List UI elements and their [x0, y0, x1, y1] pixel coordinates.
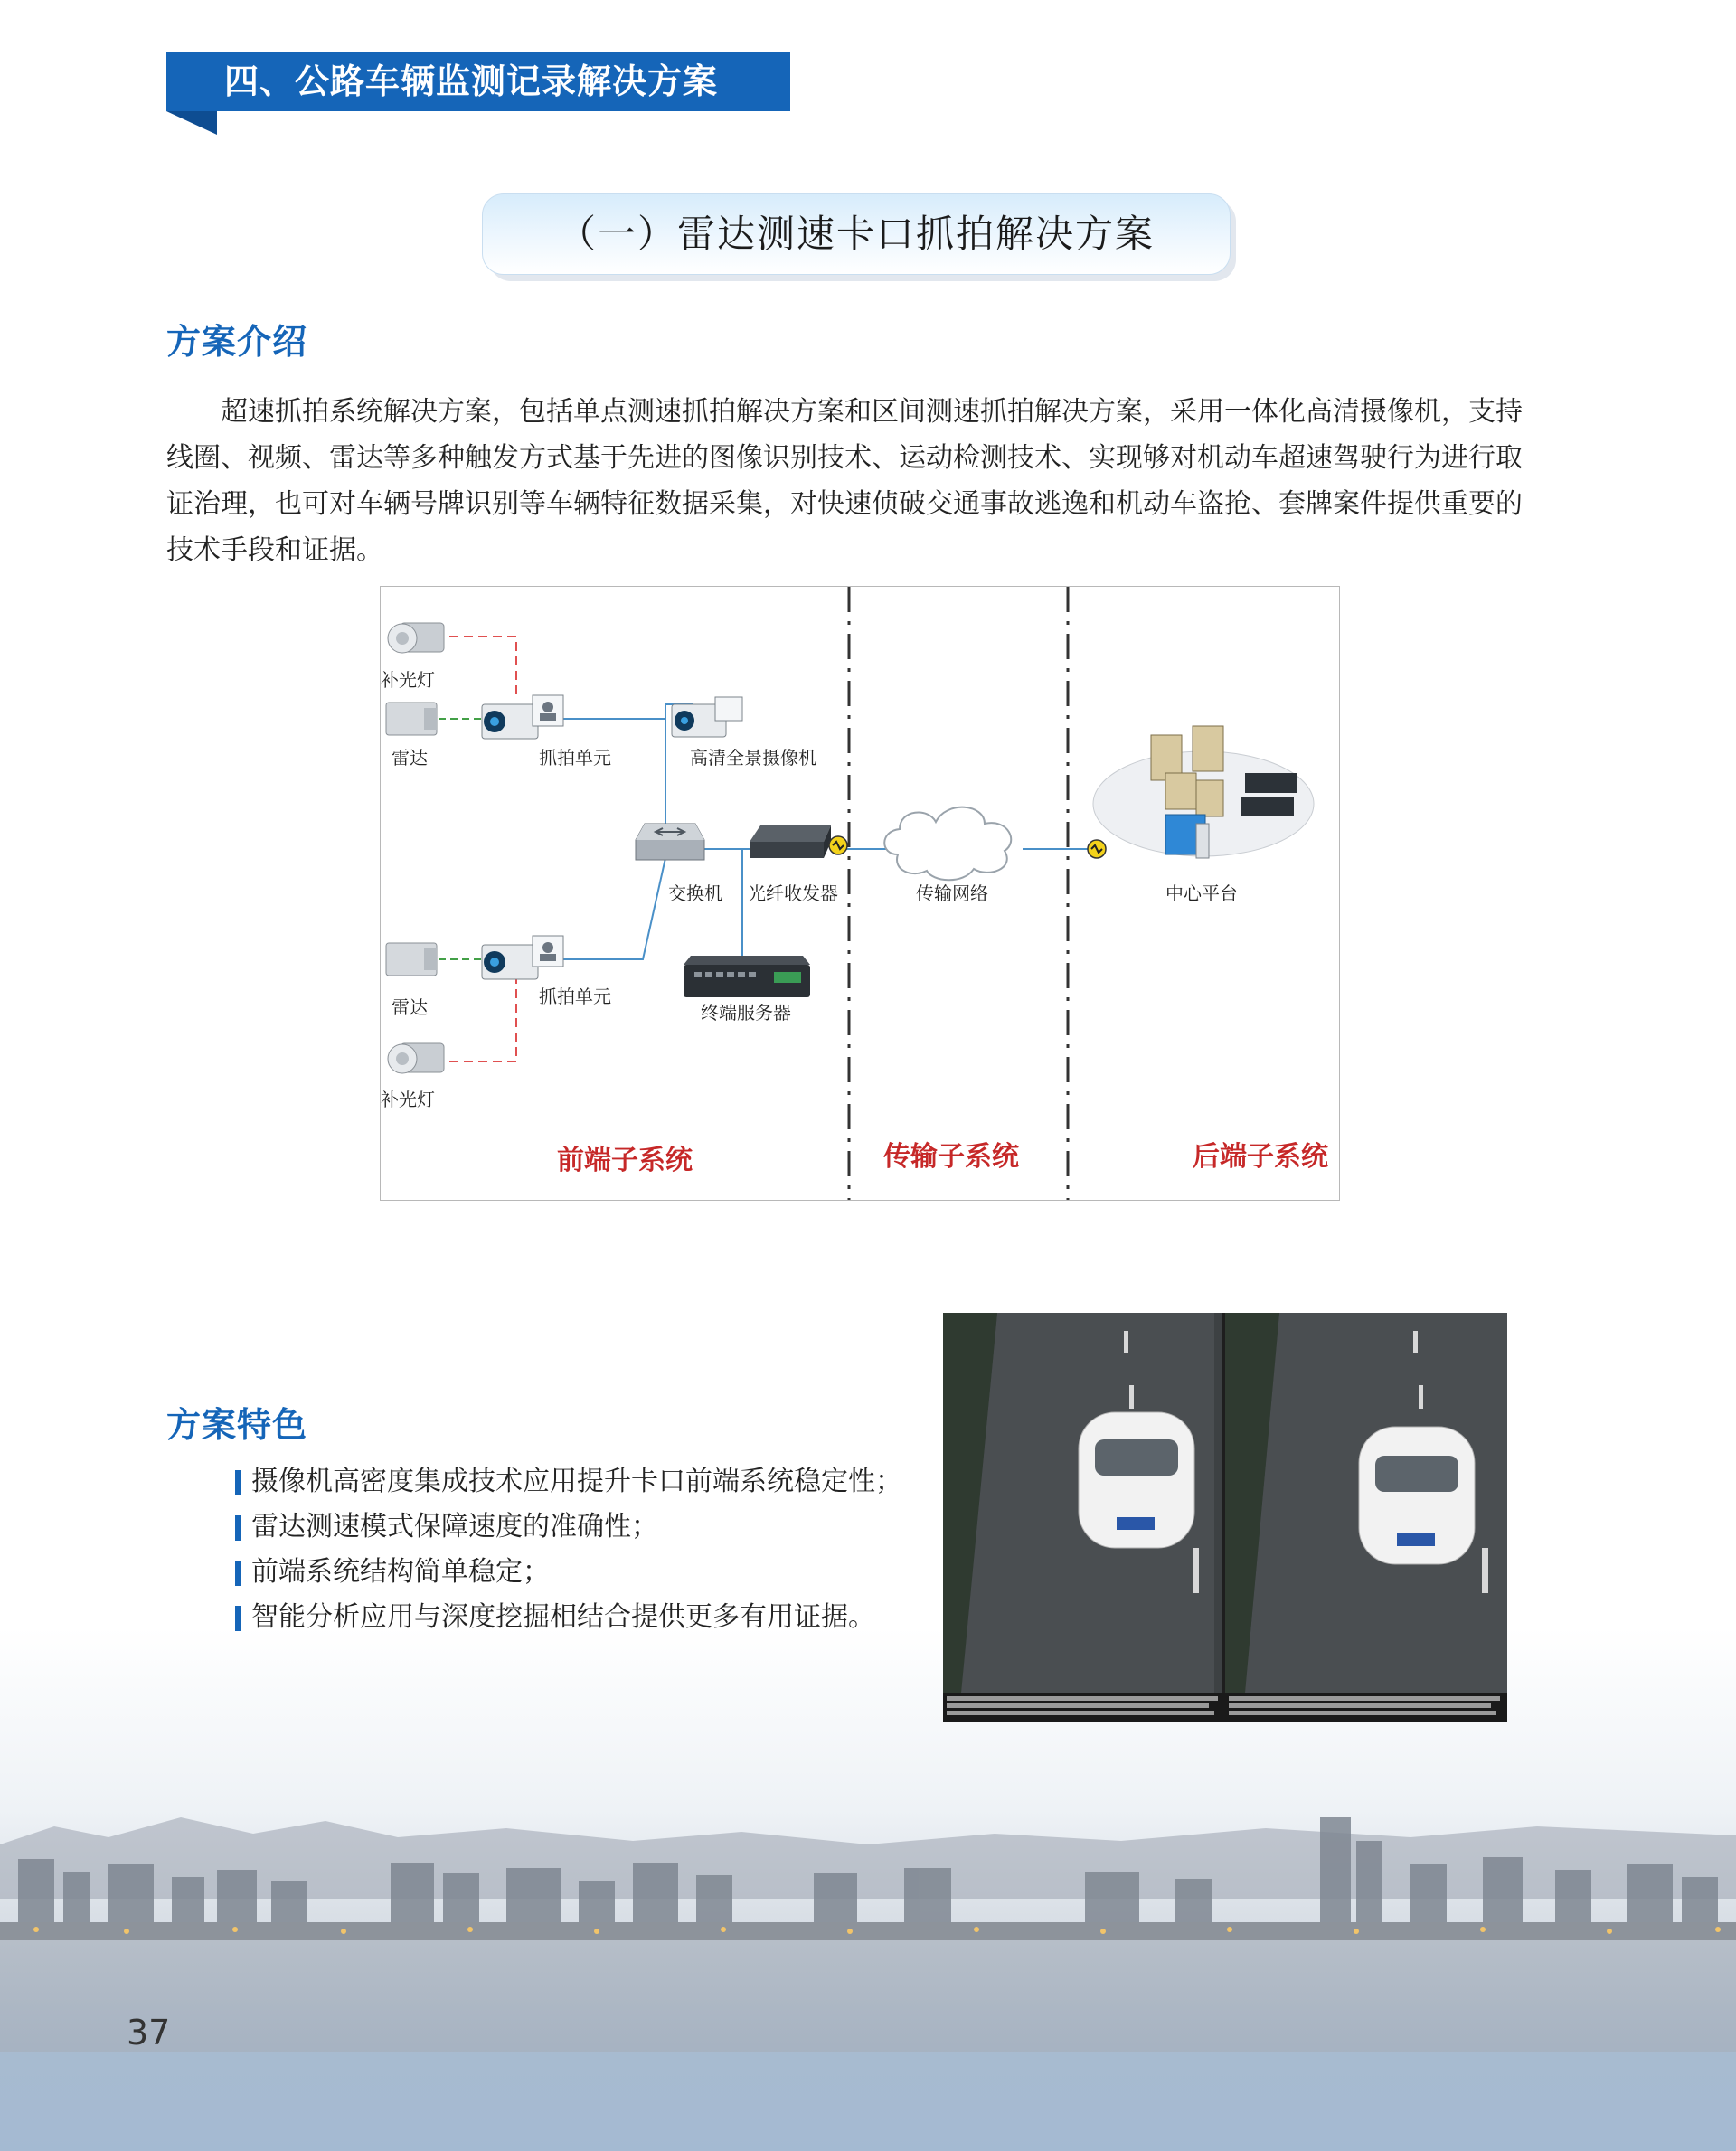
- intro-line: 线圈、视频、雷达等多种触发方式基于先进的图像识别技术、运动检测技术、实现够对机动车超速驾驶行为进行取: [166, 442, 1523, 474]
- radar-icon: [386, 703, 437, 735]
- network-link: [552, 858, 665, 959]
- bullet-bar-icon: [235, 1515, 241, 1541]
- bullet-bar-icon: [235, 1561, 241, 1586]
- intro-line: 证治理，也可对车辆号牌识别等车辆特征数据采集，对快速侦破交通事故逃逸和机动车盗抢、套牌案件提供重要的: [166, 488, 1523, 520]
- label-capture-unit: 抓拍单元: [539, 986, 611, 1007]
- capture-unit-icon: [482, 936, 563, 979]
- section-back: 后端子系统: [1193, 1141, 1328, 1173]
- label-center-platform: 中心平台: [1165, 882, 1238, 904]
- feature-text: 前端系统结构简单稳定；: [251, 1556, 550, 1588]
- fill-light-link: [435, 637, 516, 697]
- car-icon: [1079, 1412, 1194, 1548]
- intro-heading: 方案介绍: [166, 322, 308, 362]
- feature-item: [235, 1550, 902, 1595]
- label-capture-unit: 抓拍单元: [539, 747, 611, 769]
- network-cloud-icon: [884, 807, 1011, 881]
- section-banner: [166, 52, 790, 111]
- features-heading: 方案特色: [166, 1405, 308, 1445]
- fill-light-icon: [388, 1043, 444, 1073]
- fiber-transceiver-icon: [750, 825, 847, 858]
- network-link: [552, 719, 665, 835]
- page-number: 37: [127, 2013, 171, 2052]
- intro-line: 超速抓拍系统解决方案，包括单点测速抓拍解决方案和区间测速抓拍解决方案，采用一体化高清摄像机，支持: [166, 396, 1523, 428]
- hd-camera-icon: [672, 697, 742, 737]
- terminal-server-icon: [684, 956, 810, 997]
- car-icon: [1359, 1427, 1475, 1564]
- bullet-bar-icon: [235, 1470, 241, 1495]
- center-platform-icon: [1093, 726, 1314, 858]
- radar-icon: [386, 943, 437, 976]
- features-list: [235, 1459, 902, 1640]
- subtitle-pill: [482, 193, 1231, 275]
- label-fill-light: 补光灯: [381, 669, 435, 691]
- link-indicator-icon: [1088, 840, 1106, 858]
- section-title: 四、公路车辆监测记录解决方案: [224, 61, 719, 101]
- label-fill-light: 补光灯: [381, 1089, 435, 1110]
- fill-light-icon: [388, 623, 444, 653]
- feature-item: [235, 1505, 902, 1550]
- capture-photo: [943, 1313, 1507, 1722]
- section-front: 前端子系统: [557, 1145, 693, 1176]
- capture-unit-icon: [482, 695, 563, 739]
- intro-line: 技术手段和证据。: [166, 534, 383, 566]
- feature-item: [235, 1595, 902, 1640]
- banner-fold: [166, 111, 217, 135]
- label-radar: 雷达: [392, 747, 428, 769]
- diagram-svg: [381, 587, 1339, 1200]
- label-fiber-transceiver: 光纤收发器: [748, 882, 838, 904]
- bullet-bar-icon: [235, 1606, 241, 1631]
- feature-text: 摄像机高密度集成技术应用提升卡口前端系统稳定性；: [251, 1466, 902, 1497]
- intro-paragraph: [166, 389, 1541, 573]
- label-switch: 交换机: [668, 882, 722, 904]
- feature-item: [235, 1459, 902, 1505]
- label-terminal-server: 终端服务器: [701, 1002, 791, 1024]
- subtitle-text: （一）雷达测速卡口抓拍解决方案: [557, 212, 1155, 256]
- system-diagram: [380, 586, 1340, 1201]
- feature-text: 智能分析应用与深度挖掘相结合提供更多有用证据。: [251, 1601, 875, 1633]
- switch-icon: [636, 824, 704, 860]
- section-transmission: 传输子系统: [883, 1141, 1019, 1173]
- feature-text: 雷达测速模式保障速度的准确性；: [251, 1511, 658, 1542]
- label-hd-camera: 高清全景摄像机: [690, 747, 816, 769]
- label-network: 传输网络: [916, 882, 988, 904]
- label-radar: 雷达: [392, 996, 428, 1018]
- capture-photo-image: [943, 1313, 1507, 1722]
